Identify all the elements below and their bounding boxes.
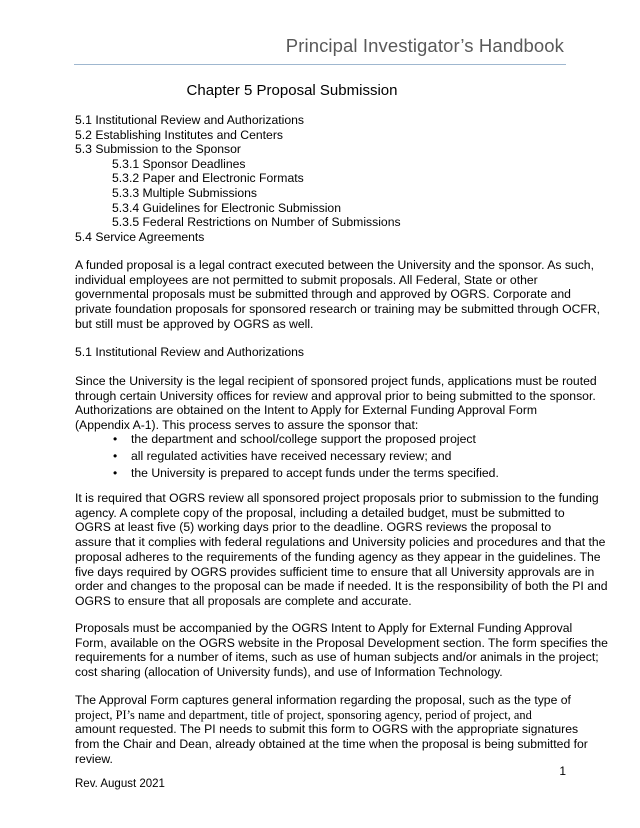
text-line: individual employees are not permitted to submit proposals. All Federal, State or other xyxy=(75,272,538,287)
text-line: The Approval Form captures general information regarding the proposal, such as the type of xyxy=(75,693,571,707)
text-line: review. xyxy=(75,751,113,766)
bullet-item: • the University is prepared to accept funds under the terms specified. xyxy=(113,465,499,482)
toc-item[interactable]: 5.3 Submission to the Sponsor xyxy=(75,142,241,157)
text-line: Proposals must be accompanied by the OGRS Intent to Apply for External Funding Approval xyxy=(75,621,573,635)
text-line: requirements for a number of items, such as use of human subjects and/or animals in the project; xyxy=(75,650,599,665)
text-line: cost sharing (allocation of University funds), and use of Information Technology. xyxy=(75,665,503,680)
toc-item[interactable]: 5.2 Establishing Institutes and Centers xyxy=(75,127,283,142)
page-number: 1 xyxy=(559,764,566,778)
text-line: five days required by OGRS provides sufficient time to ensure that all University approvals are in xyxy=(75,564,595,579)
text-line: project, PI’s name and department, title of project, sponsoring agency, period of project, and xyxy=(75,707,532,722)
text-line: proposal adheres to the requirements of the funding agency as they appear in the guidelines. The xyxy=(75,549,601,564)
intro-paragraph xyxy=(75,258,601,332)
section-heading: 5.1 Institutional Review and Authorizations xyxy=(75,345,304,359)
revision-date: Rev. August 2021 xyxy=(75,778,165,790)
text-line: Form, available on the OGRS website in the Proposal Development section. The form specifies the xyxy=(75,635,608,650)
text-line: OGRS to ensure that all proposals are complete and accurate. xyxy=(75,593,412,608)
toc-subitem[interactable]: 5.3.5 Federal Restrictions on Number of Submissions xyxy=(112,215,401,230)
toc-subitem[interactable]: 5.3.4 Guidelines for Electronic Submission xyxy=(112,200,341,215)
text-line: private foundation proposals for sponsored research or training may be submitted through OCFR, xyxy=(75,302,601,317)
toc-subitem[interactable]: 5.3.2 Paper and Electronic Formats xyxy=(112,171,304,186)
text-line: assure that it complies with federal regulations and University policies and procedures and that the xyxy=(75,535,606,550)
table-of-contents xyxy=(75,113,401,244)
section-paragraph-1 xyxy=(75,374,597,433)
text-line: Authorizations are obtained on the Intent to Apply for External Funding Approval Form xyxy=(75,403,538,418)
toc-subitem[interactable]: 5.3.1 Sponsor Deadlines xyxy=(112,156,246,171)
bullet-item: • the department and school/college support the proposed project xyxy=(113,431,499,448)
text-line: through certain University offices for review and approval prior to being submitted to the sponsor. xyxy=(75,388,596,403)
toc-item[interactable]: 5.1 Institutional Review and Authorizations xyxy=(75,113,304,127)
text-line: (Appendix A-1). This process serves to assure the sponsor that: xyxy=(75,418,419,433)
text-line: order and changes to the proposal can be made if needed. It is the responsibility of both the PI and xyxy=(75,579,608,594)
header-divider xyxy=(74,64,566,65)
text-line: amount requested. The PI needs to submit this form to OGRS with the appropriate signatures xyxy=(75,722,579,737)
bullet-item: • all regulated activities have received necessary review; and xyxy=(113,448,499,465)
text-line: OGRS at least five (5) working days prior to the deadline. OGRS reviews the proposal to xyxy=(75,520,552,535)
toc-subitem[interactable]: 5.3.3 Multiple Submissions xyxy=(112,185,257,200)
chapter-title: Chapter 5 Proposal Submission xyxy=(186,82,398,99)
text-line: but still must be approved by OGRS as well. xyxy=(75,316,314,331)
toc-item[interactable]: 5.4 Service Agreements xyxy=(75,229,205,244)
text-line: Since the University is the legal recipient of sponsored project funds, applications must be routed xyxy=(75,374,597,388)
bullet-list xyxy=(113,431,499,482)
section-paragraph-2 xyxy=(75,491,608,609)
text-line: governmental proposals must be submitted through and approved by OGRS. Corporate and xyxy=(75,287,571,302)
section-paragraph-4 xyxy=(75,693,588,767)
text-line: from the Chair and Dean, already obtained at the time when the proposal is being submitted for xyxy=(75,737,588,752)
running-header: Principal Investigator’s Handbook xyxy=(285,35,564,56)
section-paragraph-3 xyxy=(75,621,608,680)
text-line: A funded proposal is a legal contract executed between the University and the sponsor. As such, xyxy=(75,258,594,272)
text-line: It is required that OGRS review all sponsored project proposals prior to submission to the funding xyxy=(75,491,599,505)
text-line: agency. A complete copy of the proposal, including a detailed budget, must be submitted to xyxy=(75,505,565,520)
